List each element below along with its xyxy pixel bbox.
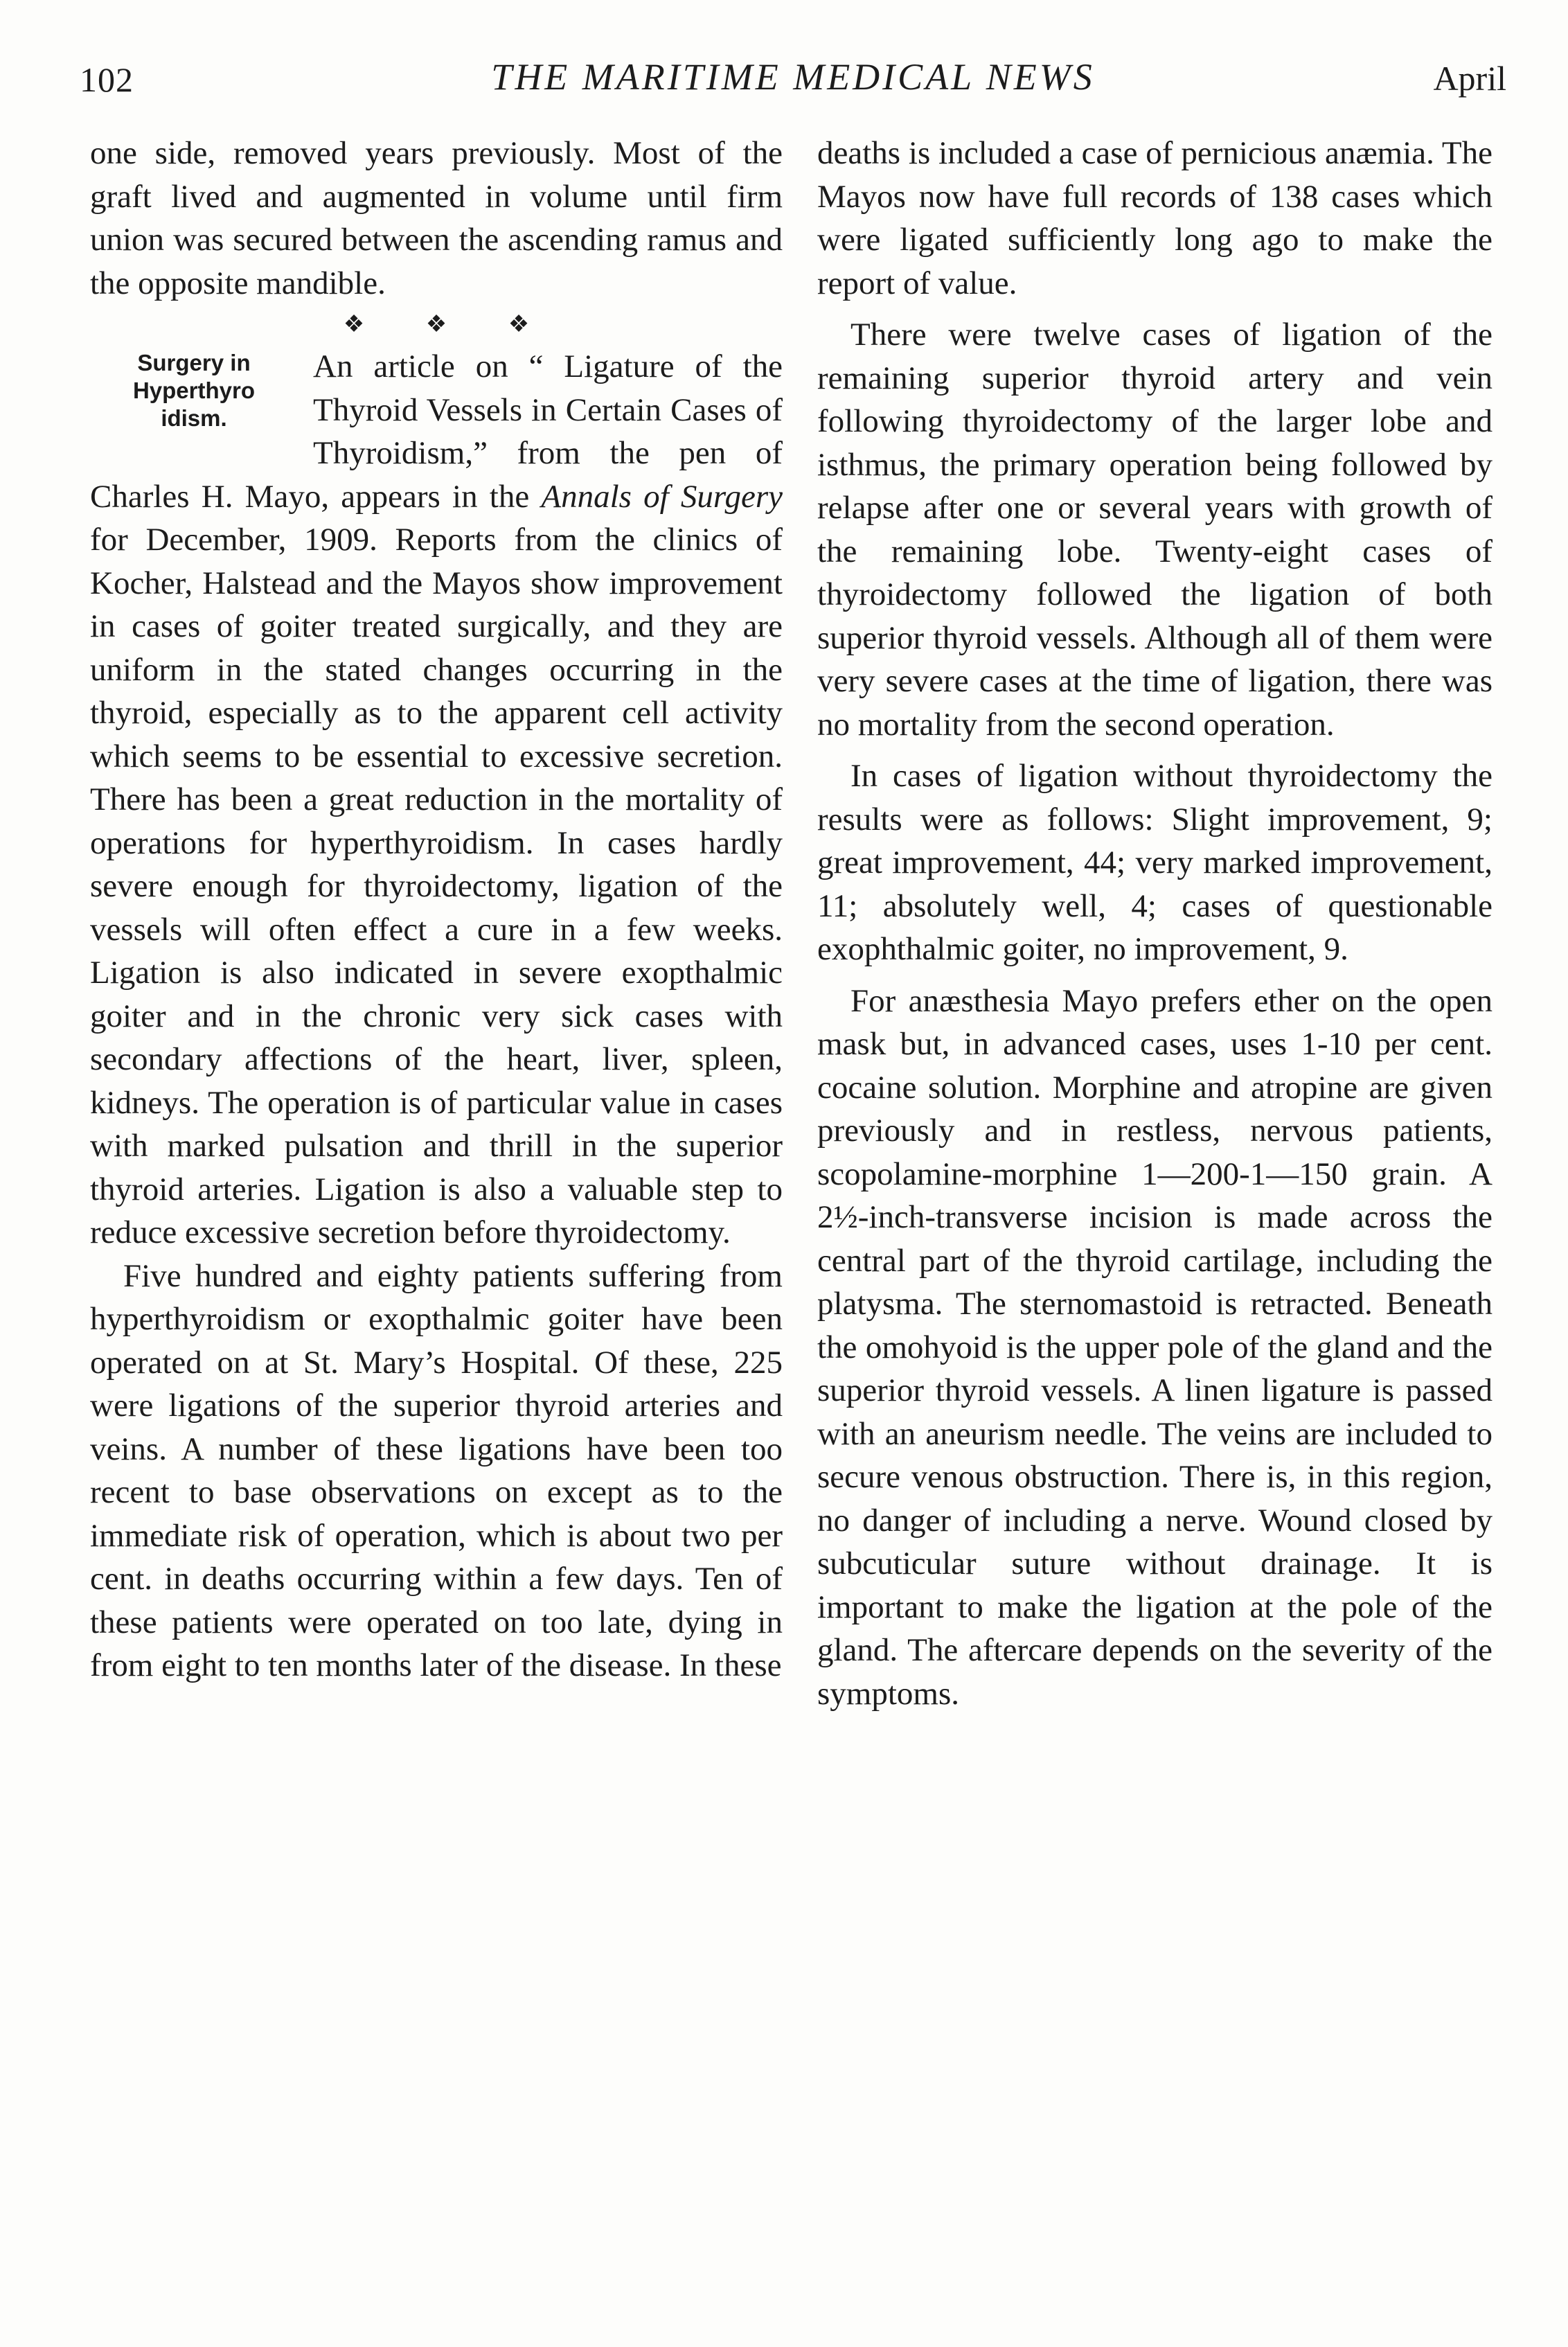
article-surgery-in-hyperthyroidism bbox=[90, 345, 783, 1255]
section-separator: ❖ ❖ ❖ bbox=[343, 312, 558, 337]
body-paragraph: In cases of ligation without thyroidectomy the results were as follows: Slight improvement, 9; great improvement, 44; very marked improvement, 11; absolutely well, 4; cases of questionable exophthalmic goiter, no improvement, 9. bbox=[817, 758, 1493, 967]
body-paragraph: Five hundred and eighty patients suffering from hyperthyroidism or exopthalmic goiter have been operated on at St. Mary’s Hospital. Of these, 225 were ligations of the superior thyroid arteries and veins. A number of these ligations have been too recent to base observations on except as to the immediate risk of operation, which is about two per cent. in deaths occurring within a few days. Ten of these patients were operated on too late, dying in from eight to ten months later of the disease. In these bbox=[90, 1257, 783, 1683]
side-heading-line: Surgery in bbox=[137, 350, 251, 375]
continued-paragraph: deaths is included a case of pernicious anæmia. The Mayos now have full records of 138 cases which were ligated sufficiently long ago to make the report of value. bbox=[817, 135, 1493, 301]
continued-paragraph: one side, removed years previously. Most of the graft lived and augmented in volume until firm union was secured between the ascending ramus and the opposite mandible. bbox=[90, 135, 783, 301]
side-heading-line: idism. bbox=[161, 405, 227, 431]
journal-citation: Annals of Surgery bbox=[541, 478, 783, 515]
side-heading-line: Hyperthyro bbox=[132, 378, 256, 403]
intro-text: An article on “ Ligature of the Thyroid Vessels in Certain Cases of Thyroidism,” from the pen of Charles H. Mayo, appears in the bbox=[90, 348, 783, 515]
side-heading bbox=[90, 349, 298, 432]
article-intro-paragraph bbox=[90, 345, 783, 1255]
journal-title: THE MARITIME MEDICAL NEWS bbox=[491, 56, 1095, 98]
page-number: 102 bbox=[80, 60, 134, 99]
left-column bbox=[90, 132, 783, 1688]
body-paragraph: There were twelve cases of ligation of the remaining superior thyroid artery and vein following thyroidectomy of the larger lobe and isthmus, the primary operation being followed by relapse after one or several years with growth of the remaining lobe. Twenty-eight cases of thyroidectomy followed the ligation of both superior thyroid vessels. Although all of them were very severe cases at the time of ligation, there was no mortality from the second operation. bbox=[817, 317, 1493, 743]
intro-text-continued: for December, 1909. Reports from the clinics of Kocher, Halstead and the Mayos show improvement in cases of goiter treated surgically, and they are uniform in the stated changes occurring in the thyroid, especially as to the apparent cell activity which seems to be essential to excessive secretion. There has been a great reduction in the mortality of operations for hyperthyroidism. In cases hardly severe enough for thyroidectomy, ligation of the vessels will often effect a cure in a few weeks. Ligation is also indicated in severe exopthalmic goiter and in the chronic very sick cases with secondary affections of the heart, liver, spleen, kidneys. The operation is of particular value in cases with marked pulsation and thrill in the superior thyroid arteries. Ligation is also a valuable step to reduce excessive secretion before thyroidectomy. bbox=[90, 522, 783, 1250]
issue-month: April bbox=[1433, 59, 1506, 98]
body-paragraph: For anæsthesia Mayo prefers ether on the open mask but, in advanced cases, uses 1-10 per cent. cocaine solution. Morphine and atropine are given previously and in restless, nervous patients, scopolamine-morphine 1—200-1—150 grain. A 2½-inch-transverse incision is made across the central part of the thyroid cartilage, including the platysma. The sternomastoid is retracted. Beneath the omohyoid is the upper pole of the gland and the superior thyroid vessels. A linen ligature is passed with an aneurism needle. The veins are included to secure venous obstruction. There is, in this region, no danger of including a nerve. Wound closed by subcuticular suture without drainage. It is important to make the ligation at the pole of the gland. The aftercare depends on the severity of the symptoms. bbox=[817, 982, 1493, 1712]
running-header bbox=[80, 50, 1506, 112]
right-column bbox=[817, 132, 1493, 1715]
